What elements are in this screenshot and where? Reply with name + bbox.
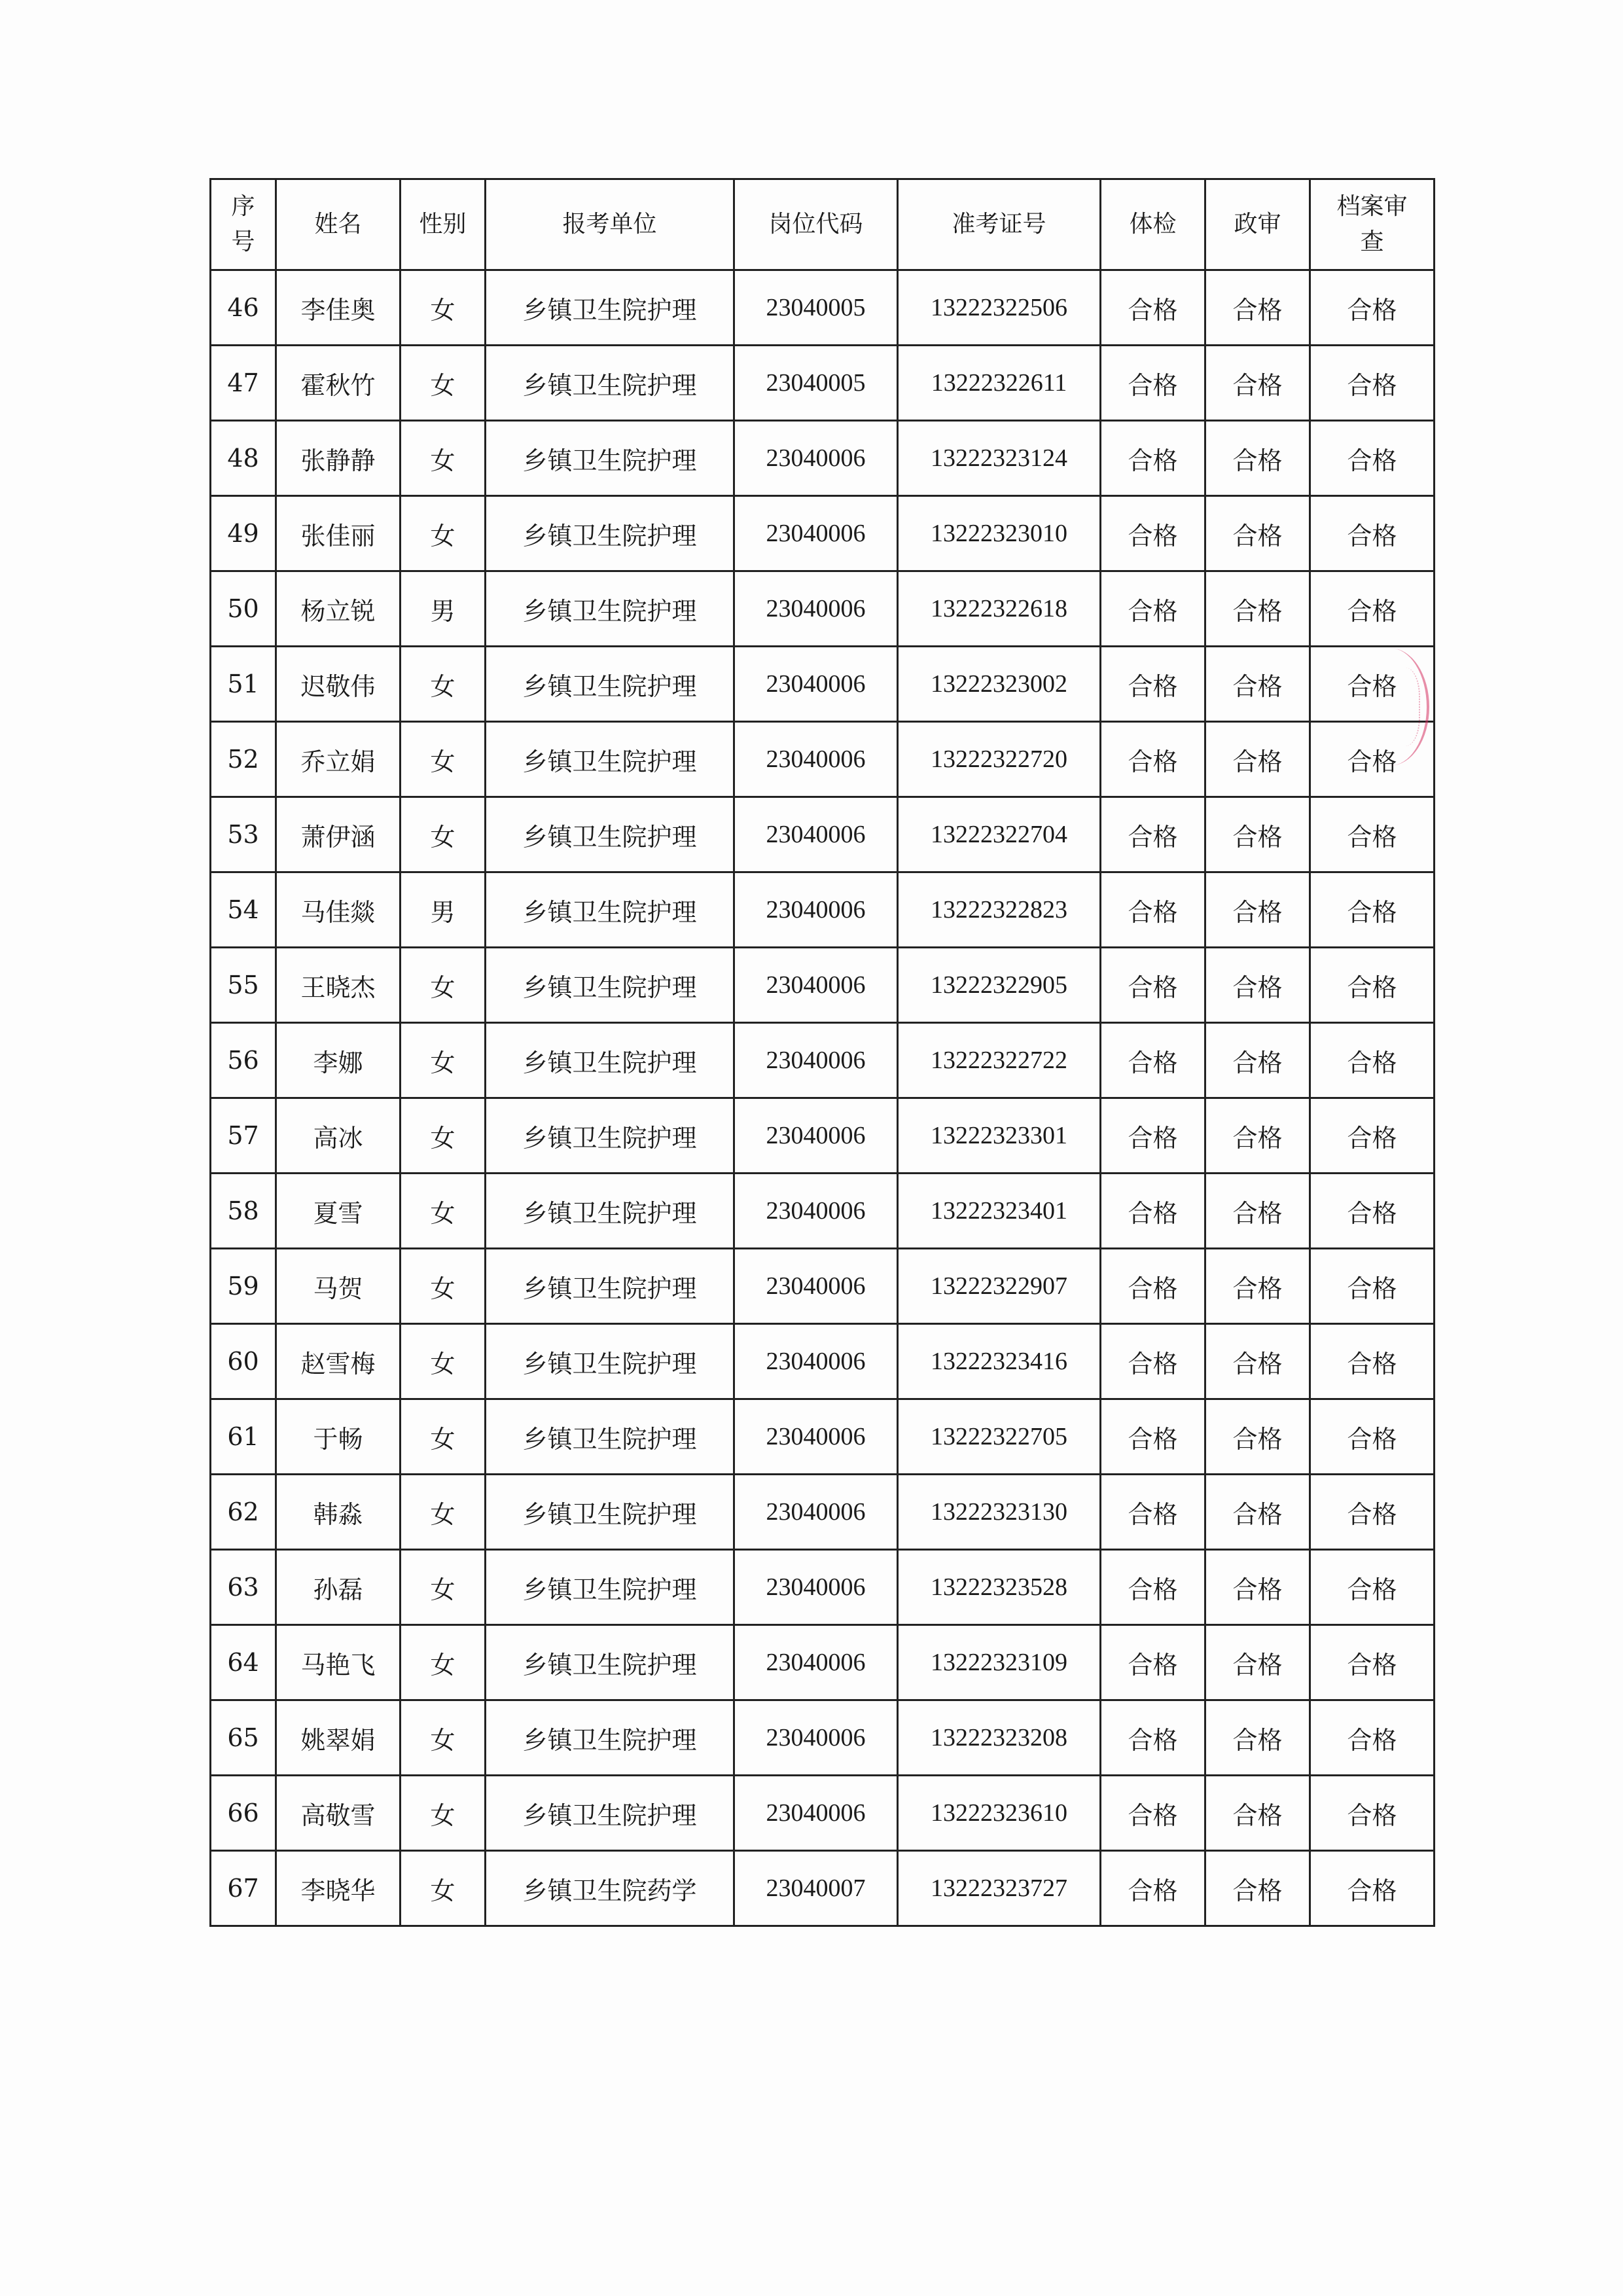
cell-unit: 乡镇卫生院护理 — [486, 722, 734, 797]
cell-position-code: 23040006 — [734, 797, 898, 872]
table-row — [211, 1399, 1435, 1475]
cell-seq: 53 — [211, 797, 276, 872]
cell-position-code: 23040006 — [734, 647, 898, 722]
header-physical-exam: 体检 — [1101, 179, 1205, 270]
cell-unit: 乡镇卫生院护理 — [486, 1023, 734, 1098]
cell-unit: 乡镇卫生院护理 — [486, 571, 734, 647]
cell-political-review: 合格 — [1205, 1475, 1310, 1550]
cell-unit: 乡镇卫生院护理 — [486, 1550, 734, 1625]
cell-physical-exam: 合格 — [1101, 1550, 1205, 1625]
cell-seq: 65 — [211, 1700, 276, 1776]
cell-political-review: 合格 — [1205, 948, 1310, 1023]
cell-archive-review: 合格 — [1310, 571, 1435, 647]
cell-physical-exam: 合格 — [1101, 647, 1205, 722]
table-row — [211, 346, 1435, 421]
cell-political-review: 合格 — [1205, 1700, 1310, 1776]
cell-physical-exam: 合格 — [1101, 571, 1205, 647]
cell-gender: 男 — [401, 872, 486, 948]
cell-political-review: 合格 — [1205, 1399, 1310, 1475]
cell-ticket-no: 13222322907 — [898, 1249, 1101, 1324]
cell-name: 韩淼 — [276, 1475, 401, 1550]
cell-political-review: 合格 — [1205, 346, 1310, 421]
cell-unit: 乡镇卫生院护理 — [486, 270, 734, 346]
cell-gender: 女 — [401, 1550, 486, 1625]
cell-political-review: 合格 — [1205, 722, 1310, 797]
cell-physical-exam: 合格 — [1101, 1625, 1205, 1700]
cell-ticket-no: 13222322506 — [898, 270, 1101, 346]
cell-seq: 56 — [211, 1023, 276, 1098]
cell-seq: 59 — [211, 1249, 276, 1324]
cell-political-review: 合格 — [1205, 797, 1310, 872]
cell-archive-review: 合格 — [1310, 722, 1435, 797]
cell-physical-exam: 合格 — [1101, 1475, 1205, 1550]
cell-position-code: 23040006 — [734, 571, 898, 647]
cell-ticket-no: 13222323208 — [898, 1700, 1101, 1776]
cell-ticket-no: 13222322611 — [898, 346, 1101, 421]
header-seq-line2: 号 — [231, 228, 255, 255]
cell-ticket-no: 13222323610 — [898, 1776, 1101, 1851]
cell-name: 高敬雪 — [276, 1776, 401, 1851]
cell-name: 李晓华 — [276, 1851, 401, 1926]
cell-physical-exam: 合格 — [1101, 1023, 1205, 1098]
cell-gender: 女 — [401, 722, 486, 797]
cell-unit: 乡镇卫生院护理 — [486, 797, 734, 872]
header-archive-line2: 查 — [1360, 228, 1384, 255]
cell-name: 马佳燚 — [276, 872, 401, 948]
cell-archive-review: 合格 — [1310, 1475, 1435, 1550]
cell-physical-exam: 合格 — [1101, 1776, 1205, 1851]
cell-physical-exam: 合格 — [1101, 1851, 1205, 1926]
cell-unit: 乡镇卫生院护理 — [486, 1625, 734, 1700]
header-gender: 性别 — [401, 179, 486, 270]
cell-ticket-no: 13222322704 — [898, 797, 1101, 872]
table-row — [211, 1249, 1435, 1324]
cell-physical-exam: 合格 — [1101, 496, 1205, 571]
cell-gender: 女 — [401, 1625, 486, 1700]
cell-political-review: 合格 — [1205, 1098, 1310, 1174]
header-unit: 报考单位 — [486, 179, 734, 270]
table-row — [211, 1851, 1435, 1926]
cell-name: 李娜 — [276, 1023, 401, 1098]
table-row — [211, 1776, 1435, 1851]
cell-archive-review: 合格 — [1310, 797, 1435, 872]
cell-physical-exam: 合格 — [1101, 872, 1205, 948]
cell-gender: 女 — [401, 1098, 486, 1174]
cell-physical-exam: 合格 — [1101, 797, 1205, 872]
cell-name: 李佳奥 — [276, 270, 401, 346]
header-position-code: 岗位代码 — [734, 179, 898, 270]
cell-name: 迟敬伟 — [276, 647, 401, 722]
cell-unit: 乡镇卫生院护理 — [486, 496, 734, 571]
cell-archive-review: 合格 — [1310, 346, 1435, 421]
cell-seq: 67 — [211, 1851, 276, 1926]
table-row — [211, 647, 1435, 722]
table-row — [211, 496, 1435, 571]
cell-physical-exam: 合格 — [1101, 1098, 1205, 1174]
cell-archive-review: 合格 — [1310, 496, 1435, 571]
cell-political-review: 合格 — [1205, 571, 1310, 647]
header-political-review: 政审 — [1205, 179, 1310, 270]
table-row — [211, 722, 1435, 797]
cell-seq: 57 — [211, 1098, 276, 1174]
cell-physical-exam: 合格 — [1101, 1324, 1205, 1399]
cell-gender: 女 — [401, 1475, 486, 1550]
cell-name: 乔立娟 — [276, 722, 401, 797]
cell-archive-review: 合格 — [1310, 1174, 1435, 1249]
cell-political-review: 合格 — [1205, 270, 1310, 346]
header-name: 姓名 — [276, 179, 401, 270]
cell-gender: 女 — [401, 496, 486, 571]
cell-position-code: 23040007 — [734, 1851, 898, 1926]
cell-ticket-no: 13222322722 — [898, 1023, 1101, 1098]
cell-ticket-no: 13222323130 — [898, 1475, 1101, 1550]
cell-seq: 64 — [211, 1625, 276, 1700]
cell-archive-review: 合格 — [1310, 270, 1435, 346]
cell-position-code: 23040006 — [734, 496, 898, 571]
cell-archive-review: 合格 — [1310, 1776, 1435, 1851]
cell-ticket-no: 13222322720 — [898, 722, 1101, 797]
cell-gender: 女 — [401, 1249, 486, 1324]
cell-political-review: 合格 — [1205, 1249, 1310, 1324]
cell-gender: 女 — [401, 1174, 486, 1249]
cell-archive-review: 合格 — [1310, 1700, 1435, 1776]
cell-ticket-no: 13222323416 — [898, 1324, 1101, 1399]
cell-position-code: 23040006 — [734, 1023, 898, 1098]
cell-political-review: 合格 — [1205, 872, 1310, 948]
cell-archive-review: 合格 — [1310, 421, 1435, 496]
cell-archive-review: 合格 — [1310, 647, 1435, 722]
table-row — [211, 1550, 1435, 1625]
cell-ticket-no: 13222323727 — [898, 1851, 1101, 1926]
cell-archive-review: 合格 — [1310, 1023, 1435, 1098]
cell-unit: 乡镇卫生院护理 — [486, 346, 734, 421]
cell-gender: 女 — [401, 1776, 486, 1851]
cell-unit: 乡镇卫生院护理 — [486, 1700, 734, 1776]
cell-position-code: 23040006 — [734, 948, 898, 1023]
table-row — [211, 1174, 1435, 1249]
cell-unit: 乡镇卫生院药学 — [486, 1851, 734, 1926]
header-archive-review — [1310, 179, 1435, 270]
cell-political-review: 合格 — [1205, 421, 1310, 496]
cell-unit: 乡镇卫生院护理 — [486, 872, 734, 948]
table-row — [211, 1625, 1435, 1700]
results-table — [209, 178, 1435, 1927]
table-row — [211, 1023, 1435, 1098]
cell-position-code: 23040006 — [734, 1776, 898, 1851]
cell-political-review: 合格 — [1205, 1324, 1310, 1399]
cell-name: 马艳飞 — [276, 1625, 401, 1700]
cell-political-review: 合格 — [1205, 1776, 1310, 1851]
cell-seq: 51 — [211, 647, 276, 722]
cell-position-code: 23040006 — [734, 1249, 898, 1324]
cell-gender: 女 — [401, 1324, 486, 1399]
cell-political-review: 合格 — [1205, 647, 1310, 722]
cell-unit: 乡镇卫生院护理 — [486, 1174, 734, 1249]
cell-ticket-no: 13222323002 — [898, 647, 1101, 722]
cell-position-code: 23040005 — [734, 270, 898, 346]
cell-unit: 乡镇卫生院护理 — [486, 1776, 734, 1851]
cell-ticket-no: 13222322905 — [898, 948, 1101, 1023]
cell-seq: 46 — [211, 270, 276, 346]
cell-unit: 乡镇卫生院护理 — [486, 948, 734, 1023]
cell-name: 孙磊 — [276, 1550, 401, 1625]
cell-seq: 47 — [211, 346, 276, 421]
cell-name: 霍秋竹 — [276, 346, 401, 421]
cell-seq: 63 — [211, 1550, 276, 1625]
cell-position-code: 23040006 — [734, 1399, 898, 1475]
cell-ticket-no: 13222323124 — [898, 421, 1101, 496]
cell-archive-review: 合格 — [1310, 1249, 1435, 1324]
table-row — [211, 421, 1435, 496]
cell-seq: 61 — [211, 1399, 276, 1475]
cell-unit: 乡镇卫生院护理 — [486, 1475, 734, 1550]
cell-unit: 乡镇卫生院护理 — [486, 647, 734, 722]
cell-ticket-no: 13222322705 — [898, 1399, 1101, 1475]
cell-name: 赵雪梅 — [276, 1324, 401, 1399]
cell-political-review: 合格 — [1205, 1023, 1310, 1098]
cell-name: 萧伊涵 — [276, 797, 401, 872]
cell-name: 王晓杰 — [276, 948, 401, 1023]
cell-seq: 55 — [211, 948, 276, 1023]
cell-position-code: 23040006 — [734, 872, 898, 948]
cell-gender: 女 — [401, 1023, 486, 1098]
cell-archive-review: 合格 — [1310, 948, 1435, 1023]
table-body — [211, 270, 1435, 1926]
cell-archive-review: 合格 — [1310, 1399, 1435, 1475]
cell-physical-exam: 合格 — [1101, 270, 1205, 346]
cell-position-code: 23040006 — [734, 1550, 898, 1625]
cell-gender: 女 — [401, 647, 486, 722]
cell-position-code: 23040005 — [734, 346, 898, 421]
cell-gender: 男 — [401, 571, 486, 647]
cell-physical-exam: 合格 — [1101, 722, 1205, 797]
cell-name: 高冰 — [276, 1098, 401, 1174]
cell-gender: 女 — [401, 797, 486, 872]
cell-unit: 乡镇卫生院护理 — [486, 421, 734, 496]
cell-name: 夏雪 — [276, 1174, 401, 1249]
cell-gender: 女 — [401, 346, 486, 421]
cell-political-review: 合格 — [1205, 1851, 1310, 1926]
cell-name: 张佳丽 — [276, 496, 401, 571]
cell-ticket-no: 13222323010 — [898, 496, 1101, 571]
cell-ticket-no: 13222323401 — [898, 1174, 1101, 1249]
cell-archive-review: 合格 — [1310, 872, 1435, 948]
cell-seq: 60 — [211, 1324, 276, 1399]
cell-name: 张静静 — [276, 421, 401, 496]
cell-physical-exam: 合格 — [1101, 1399, 1205, 1475]
cell-gender: 女 — [401, 1851, 486, 1926]
cell-unit: 乡镇卫生院护理 — [486, 1399, 734, 1475]
table-row — [211, 1700, 1435, 1776]
cell-ticket-no: 13222322823 — [898, 872, 1101, 948]
cell-gender: 女 — [401, 948, 486, 1023]
cell-political-review: 合格 — [1205, 1174, 1310, 1249]
cell-position-code: 23040006 — [734, 1098, 898, 1174]
cell-ticket-no: 13222322618 — [898, 571, 1101, 647]
header-archive-line1: 档案审 — [1336, 193, 1408, 220]
cell-seq: 48 — [211, 421, 276, 496]
cell-seq: 52 — [211, 722, 276, 797]
cell-unit: 乡镇卫生院护理 — [486, 1324, 734, 1399]
cell-ticket-no: 13222323109 — [898, 1625, 1101, 1700]
cell-seq: 62 — [211, 1475, 276, 1550]
cell-physical-exam: 合格 — [1101, 1249, 1205, 1324]
cell-seq: 58 — [211, 1174, 276, 1249]
cell-gender: 女 — [401, 1399, 486, 1475]
cell-seq: 50 — [211, 571, 276, 647]
cell-gender: 女 — [401, 270, 486, 346]
cell-position-code: 23040006 — [734, 1324, 898, 1399]
table-row — [211, 797, 1435, 872]
table-row — [211, 1475, 1435, 1550]
cell-physical-exam: 合格 — [1101, 1174, 1205, 1249]
table-row — [211, 571, 1435, 647]
cell-name: 姚翠娟 — [276, 1700, 401, 1776]
cell-physical-exam: 合格 — [1101, 421, 1205, 496]
header-seq-line1: 序 — [231, 193, 255, 220]
table-row — [211, 1098, 1435, 1174]
table-row — [211, 270, 1435, 346]
cell-position-code: 23040006 — [734, 1625, 898, 1700]
cell-name: 于畅 — [276, 1399, 401, 1475]
cell-political-review: 合格 — [1205, 496, 1310, 571]
cell-archive-review: 合格 — [1310, 1324, 1435, 1399]
cell-physical-exam: 合格 — [1101, 1700, 1205, 1776]
cell-seq: 49 — [211, 496, 276, 571]
cell-position-code: 23040006 — [734, 722, 898, 797]
cell-unit: 乡镇卫生院护理 — [486, 1098, 734, 1174]
table-row — [211, 1324, 1435, 1399]
cell-archive-review: 合格 — [1310, 1098, 1435, 1174]
cell-position-code: 23040006 — [734, 1700, 898, 1776]
cell-unit: 乡镇卫生院护理 — [486, 1249, 734, 1324]
cell-political-review: 合格 — [1205, 1550, 1310, 1625]
cell-gender: 女 — [401, 421, 486, 496]
cell-physical-exam: 合格 — [1101, 948, 1205, 1023]
cell-archive-review: 合格 — [1310, 1625, 1435, 1700]
cell-gender: 女 — [401, 1700, 486, 1776]
cell-name: 杨立锐 — [276, 571, 401, 647]
cell-ticket-no: 13222323301 — [898, 1098, 1101, 1174]
cell-position-code: 23040006 — [734, 1475, 898, 1550]
header-seq — [211, 179, 276, 270]
table-row — [211, 948, 1435, 1023]
cell-political-review: 合格 — [1205, 1625, 1310, 1700]
cell-position-code: 23040006 — [734, 421, 898, 496]
cell-archive-review: 合格 — [1310, 1550, 1435, 1625]
cell-archive-review: 合格 — [1310, 1851, 1435, 1926]
cell-position-code: 23040006 — [734, 1174, 898, 1249]
header-ticket-no: 准考证号 — [898, 179, 1101, 270]
cell-seq: 54 — [211, 872, 276, 948]
table-row — [211, 872, 1435, 948]
cell-name: 马贺 — [276, 1249, 401, 1324]
cell-seq: 66 — [211, 1776, 276, 1851]
cell-ticket-no: 13222323528 — [898, 1550, 1101, 1625]
cell-physical-exam: 合格 — [1101, 346, 1205, 421]
table-header-row — [211, 179, 1435, 270]
